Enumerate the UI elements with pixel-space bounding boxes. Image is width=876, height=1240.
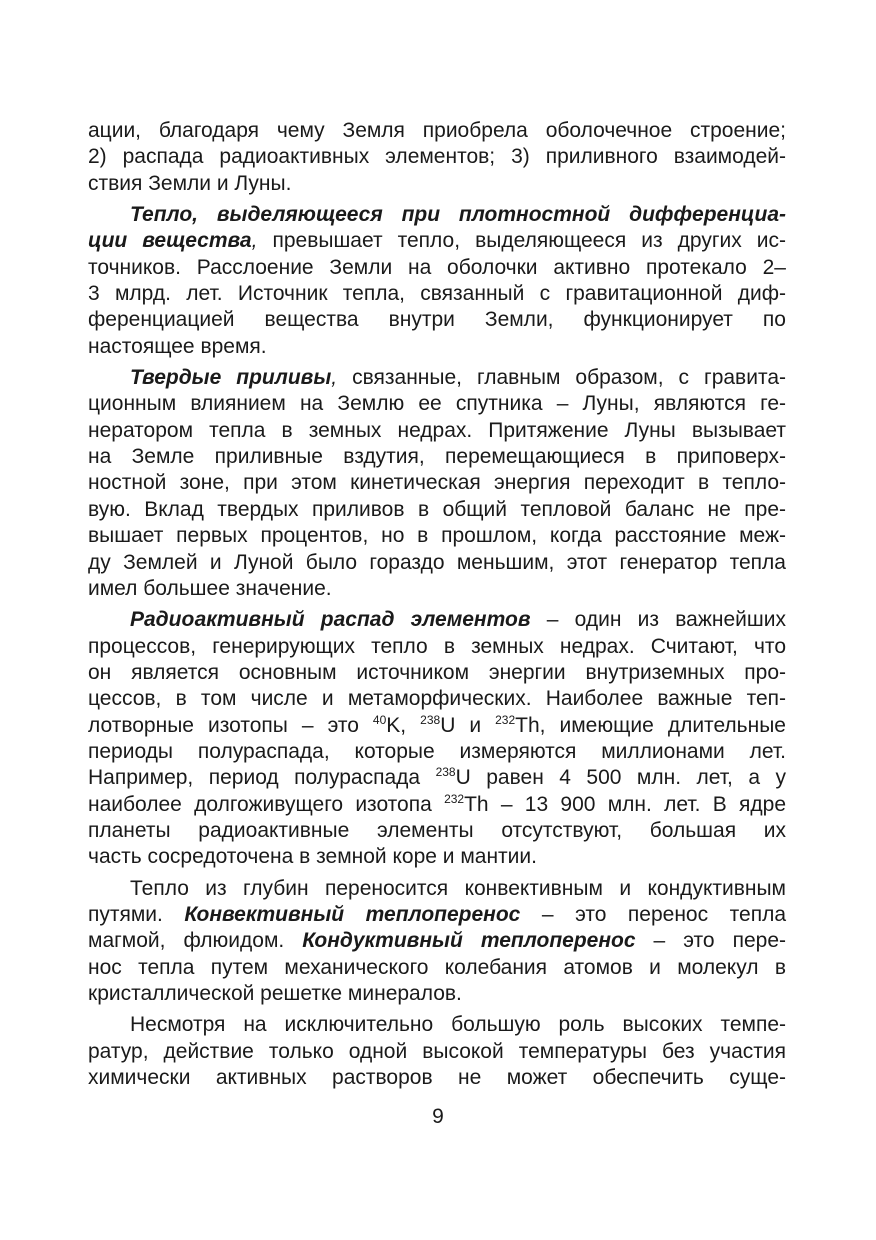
isotope-mass-number: 232	[495, 712, 516, 727]
text-line: магмой, флюидом. Кондуктивный теплоперенос – это пере-	[88, 929, 786, 953]
text-line: ации, благодаря чему Земля приобрела оболочечное строение;	[88, 119, 786, 142]
text-line: планеты радиоактивные элементы отсутствуют, большая их	[88, 818, 786, 842]
paragraph-solid-tides	[88, 365, 786, 602]
text-line: ратур, действие только одной высокой температуры без участия	[88, 1039, 786, 1063]
text-line: Например, период полураспада $^{238}$U равен 4 500 млн. лет, а у	[88, 765, 786, 790]
text-line: имел большее значение.	[88, 576, 332, 600]
text-line: нос тепла путем механического колебания атомов и молекул в	[88, 955, 786, 979]
text-line: нератором тепла в земных недрах. Притяжение Луны вызывает	[88, 418, 786, 442]
page-number: 9	[432, 1105, 444, 1128]
paragraph-high-temperatures	[88, 1012, 786, 1091]
term: Кондуктивный теплоперенос	[302, 929, 636, 953]
term: Конвективный теплоперенос	[184, 902, 521, 926]
text-line	[88, 202, 786, 228]
text-line: вышает первых процентов, но в прошлом, когда расстояние меж-	[88, 524, 786, 548]
text-line: Тепло из глубин переносится конвективным и кондуктивным	[130, 876, 786, 900]
term: ции вещества	[88, 229, 252, 253]
text-line: цессов, в том числе и метаморфических. Наиболее важные теп-	[88, 687, 786, 711]
isotope-mass-number: 238	[420, 712, 441, 727]
text-line: путями. Конвективный теплоперенос – это перенос тепла	[88, 902, 786, 926]
text-line: он является основным источником энергии внутриземных про-	[88, 660, 786, 684]
text-line: 2) распада радиоактивных элементов; 3) приливного взаимодей-	[88, 145, 786, 169]
text-line: 3 млрд. лет. Источник тепла, связанный с гравитационной диф-	[88, 282, 786, 306]
text-line: ции вещества, превышает тепло, выделяющееся из других ис-	[88, 229, 786, 253]
text-line: кристаллической решетке минералов.	[88, 982, 462, 1005]
text-line: Твердые приливы, связанные, главным образом, с гравита-	[130, 366, 787, 390]
text-line: ствия Земли и Луны.	[88, 171, 292, 195]
text-line: химически активных растворов не может обеспечить суще-	[88, 1066, 786, 1090]
text-line: лотворные изотопы – это $^{40}$K, $^{238}$U и $^{232}$Th, имеющие длительные	[88, 712, 786, 737]
text-line: ференциацией вещества внутри Земли, функционирует по	[88, 308, 786, 332]
paragraph-continuation	[88, 118, 786, 197]
paragraph-radioactive-decay	[88, 607, 786, 870]
text-line: вую. Вклад твердых приливов в общий тепловой баланс не пре-	[88, 497, 786, 521]
term: Тепло, выделяющееся при плотностной дифференциа-	[130, 203, 786, 227]
paragraph-heat-transfer	[88, 876, 786, 1008]
text-line: периоды полураспада, которые измеряются миллионами лет.	[88, 739, 786, 763]
term: Радиоактивный распад элементов	[130, 608, 531, 632]
text-line: на Земле приливные вздутия, перемещающиеся в приповерх-	[88, 445, 786, 469]
isotope-mass-number: 40	[372, 712, 387, 727]
text-line: Несмотря на исключительно большую роль высоких темпе-	[130, 1013, 786, 1037]
text-line: ностной зоне, при этом кинетическая энергия переходит в тепло-	[88, 471, 786, 495]
text-line: точников. Расслоение Земли на оболочки активно протекало 2–	[88, 255, 786, 279]
text-line: процессов, генерирующих тепло в земных недрах. Считают, что	[88, 634, 786, 658]
text-line: ду Землей и Луной было гораздо меньшим, этот генератор тепла	[88, 550, 786, 574]
page-body	[88, 118, 786, 1091]
term: Твердые приливы	[130, 366, 332, 390]
isotope-mass-number: 238	[435, 765, 456, 780]
isotope-mass-number: 232	[444, 791, 465, 806]
text-line: Радиоактивный распад элементов – один из важнейших	[130, 608, 786, 632]
paragraph-differentiation-heat	[88, 202, 786, 360]
text-line: часть сосредоточена в земной коре и мантии.	[88, 845, 537, 869]
text-line: настоящее время.	[88, 334, 267, 358]
text-line: ционным влиянием на Землю ее спутника – Луны, являются ге-	[88, 392, 786, 416]
text-line: наиболее долгоживущего изотопа $^{232}$Th – 13 900 млн. лет. В ядре	[88, 791, 786, 816]
